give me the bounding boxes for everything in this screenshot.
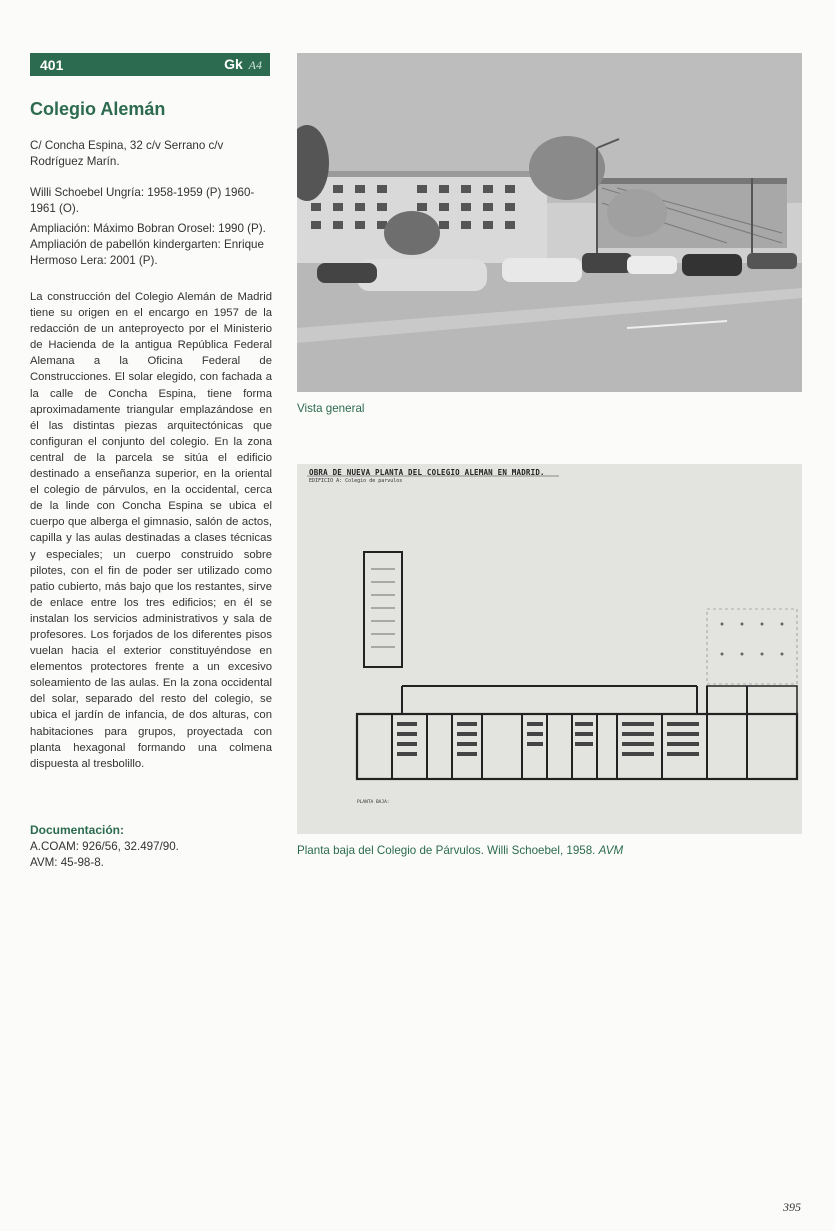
plan-title: OBRA DE NUEVA PLANTA DEL COLEGIO ALEMAN EN MADRID. <box>309 468 545 477</box>
plan-caption-source: AVM <box>598 844 624 857</box>
authors-text: Willi Schoebel Ungría: 1958-1959 (P) 1960-1961 (O). <box>30 186 255 215</box>
address-text: C/ Concha Espina, 32 c/v Serrano c/v Rodríguez Marín. <box>30 139 224 168</box>
grid-ref-sub: A4 <box>248 58 262 72</box>
plan-floor-label: PLANTA BAJA: <box>357 800 390 805</box>
page-number: 395 <box>783 1200 801 1214</box>
documentation-heading: Documentación: <box>30 823 125 837</box>
documentation-line-2: AVM: 45-98-8. <box>30 856 104 869</box>
grid-ref-main: Gk <box>224 56 243 72</box>
photo-caption: Vista general <box>297 402 365 415</box>
extension-text: Ampliación: Máximo Bobran Orosel: 1990 (P). Ampliación de pabellón kindergarten: Enrique Hermoso Lera: 2001 (P). <box>30 222 266 267</box>
general-view-photo <box>297 53 802 392</box>
plan-subtitle: EDIFICIO A: Colegio de parvulos <box>309 478 403 484</box>
documentation-line-1: A.COAM: 926/56, 32.497/90. <box>30 840 179 853</box>
grid-reference <box>224 56 262 73</box>
entry-header-bar <box>30 53 270 76</box>
plan-caption <box>297 844 623 857</box>
body-paragraph: La construcción del Colegio Alemán de Madrid tiene su origen en el encargo en 1957 de la redacción de un anteproyecto por el Ministerio de Hacienda de la antigua República Federal Alemana a la Oficina Federal de Construcciones. El solar elegido, con fachada a la calle de Concha Espina, tiene forma aproximadamente triangular emplazándose en él las distintas piezas arquitectónicas que configuran el conjunto del colegio. En la zona central de la parcela se sitúa el edificio destinado a enseñanza superior, en la oriental el colegio de párvulos, en la occidental, cerca de la linde con Concha Espina se ubica el cuerpo que alberga el gimnasio, salón de actos, capilla y las aulas destinadas a clases técnicas y especiales; un cuerpo construido sobre pilotes, con el fin de poder ser utilizado como patio cubierto, más bajo que los restantes, sirve de enlace entre los tres edificios; en él se instalan los servicios administrativos y sala de profesores. Los forjados de los diferentes pisos vuelan hacia el exterior constituyéndose en elementos protectores frente a un excesivo soleamiento de las aulas. En la zona occidental del solar, separado del resto del colegio, se ubica el jardín de infancia, de dos alturas, con habitaciones para grupos, proyectada con planta hexagonal formando una colmena dispuesta al tresbolillo. <box>30 291 272 770</box>
entry-number: 401 <box>40 56 64 73</box>
floor-plan-drawing <box>297 464 802 834</box>
page-title: Colegio Alemán <box>30 99 166 119</box>
plan-caption-text: Planta baja del Colegio de Párvulos. Willi Schoebel, 1958. <box>297 844 596 857</box>
